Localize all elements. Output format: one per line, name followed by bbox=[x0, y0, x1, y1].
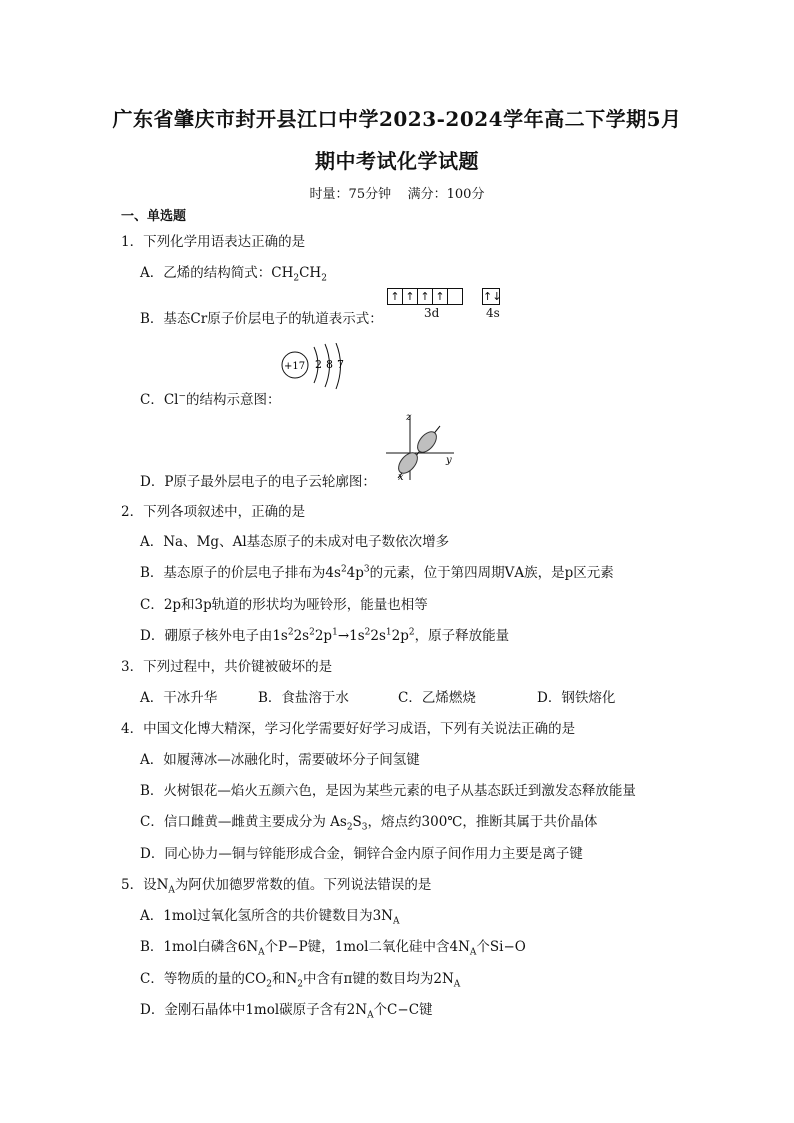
q3-option-b: B．食盐溶于水 bbox=[258, 690, 349, 706]
q5-stem-pre: 5．设N bbox=[121, 877, 169, 893]
q5-b-mid: 个P−P键，1mol二氧化硅中含4N bbox=[264, 939, 470, 955]
orbital-diagram-4s bbox=[483, 288, 500, 305]
section-label: 一、单选题 bbox=[121, 209, 187, 224]
cl-ion-structure-diagram bbox=[278, 343, 358, 391]
orbital-cell: ↑ bbox=[432, 288, 448, 305]
q1-c-suffix: 的结构示意图： bbox=[186, 392, 281, 408]
q5-c-pre: C．等物质的量的CO bbox=[140, 971, 267, 987]
q1-option-c: C．Cl−的结构示意图： bbox=[140, 391, 281, 408]
q5-b-post: 个Si−O bbox=[476, 939, 526, 955]
q1-c-text: C．Cl bbox=[140, 392, 179, 408]
axis-label-y: y bbox=[446, 455, 452, 466]
q2-b-pre: B．基态原子的价层电子排布为4s bbox=[140, 565, 341, 581]
orbital-cell: ↑↓ bbox=[483, 290, 502, 303]
q5-option-a: A．1mol过氧化氢所含的共价键数目为$3N_A$ bbox=[140, 908, 400, 927]
q3-stem: 3．下列过程中，共价键被破坏的是 bbox=[121, 659, 333, 675]
q2-option-c: C．2p和3p轨道的形状均为哑铃形，能量也相等 bbox=[140, 597, 428, 613]
q4-c-post: ，熔点约300℃，推断其属于共价晶体 bbox=[367, 814, 598, 830]
q1-option-a: A．乙烯的结构简式：$CH_2CH_2$ bbox=[140, 265, 327, 284]
axis-label-x: x bbox=[398, 472, 404, 483]
shell-electrons: 8 bbox=[326, 358, 333, 371]
nucleus-charge: +17 bbox=[284, 361, 306, 372]
q4-stem: 4．中国文化博大精深，学习化学需要好好学习成语，下列有关说法正确的是 bbox=[121, 721, 576, 737]
orbital-cell: ↑ bbox=[402, 288, 418, 305]
q2-stem: 2．下列各项叙述中，正确的是 bbox=[121, 504, 306, 520]
q2-option-a: A．Na、Mg、Al基态原子的未成对电子数依次增多 bbox=[140, 534, 450, 550]
axis-label-z: z bbox=[406, 412, 412, 423]
q5-d-pre: D．金刚石晶体中1mol碳原子含有2N bbox=[140, 1002, 368, 1018]
q2-d-post: ，原子释放能量 bbox=[414, 628, 510, 644]
p-orbital-diagram bbox=[380, 408, 460, 484]
q5-d-post: 个C−C键 bbox=[373, 1002, 433, 1018]
q1-option-d: D．P原子最外层电子的电子云轮廓图： bbox=[140, 474, 376, 490]
q5-a-pre: A．1mol过氧化氢所含的共价键数目为3N bbox=[140, 908, 393, 924]
exam-meta bbox=[0, 183, 794, 202]
q2-option-d: D．硼原子核外电子由$1s^22s^22p^1\to 1s^22s^12p^2$，原子释放能量 bbox=[140, 627, 510, 644]
q3-option-a: A．干冰升华 bbox=[140, 690, 218, 706]
orbital-cell: ↑ bbox=[387, 288, 403, 305]
orbital-cell: ↑ bbox=[417, 288, 433, 305]
q5-option-d: D．金刚石晶体中1mol碳原子含有$2N_A$个C−C键 bbox=[140, 1002, 433, 1021]
q3-option-c: C．乙烯燃烧 bbox=[398, 690, 476, 706]
q2-d-pre: D．硼原子核外电子由1s bbox=[140, 628, 288, 644]
label-3d: 3d bbox=[424, 306, 440, 320]
q1-a-text: A．乙烯的结构简式：CH bbox=[140, 265, 294, 281]
q5-option-b: B．1mol白磷含$6N_A$个P−P键，1mol二氧化硅中含$4N_A$个Si−O bbox=[140, 939, 526, 958]
q2-option-b: B．基态原子的价层电子排布为$4s^24p^3$的元素，位于第四周期ⅤA族，是p区元素 bbox=[140, 564, 614, 581]
q4-option-d: D．同心协力—铜与锌能形成合金，铜锌合金内原子间作用力主要是离子键 bbox=[140, 846, 583, 862]
orbital-cell bbox=[447, 288, 463, 305]
q5-b-pre: B．1mol白磷含6N bbox=[140, 939, 259, 955]
title-line-1: 广东省肇庆市封开县江口中学2023-2024学年高二下学期5月 bbox=[112, 107, 682, 131]
title-line-2: 期中考试化学试题 bbox=[315, 149, 479, 173]
q5-c-mid: 和N bbox=[271, 971, 298, 987]
q5-c-mid2: 中含有π键的数目均为2N bbox=[303, 971, 454, 987]
q5-stem-post: 为阿伏加德罗常数的值。下列说法错误的是 bbox=[174, 877, 432, 893]
q1-stem: 1．下列化学用语表达正确的是 bbox=[121, 234, 306, 250]
shell-electrons: 2 bbox=[315, 358, 322, 371]
full-score: 满分：100分 bbox=[407, 187, 485, 202]
q4-option-a: A．如履薄冰—冰融化时，需要破坏分子间氢键 bbox=[140, 752, 420, 768]
q1-option-b: B．基态Cr原子价层电子的轨道表示式： bbox=[140, 311, 383, 327]
q2-b-post: 的元素，位于第四周期ⅤA族，是p区元素 bbox=[369, 565, 614, 581]
q5-stem: 5．设$N_A$为阿伏加德罗常数的值。下列说法错误的是 bbox=[121, 877, 432, 896]
orbital-lobe-upper bbox=[414, 428, 440, 455]
q4-option-b: B．火树银花—焰火五颜六色，是因为某些元素的电子从基态跃迁到激发态释放能量 bbox=[140, 783, 636, 799]
shell-electrons: 7 bbox=[337, 358, 344, 371]
orbital-diagram-3d bbox=[388, 288, 463, 305]
label-4s: 4s bbox=[486, 306, 500, 320]
q4-c-pre: C．信口雌黄—雌黄主要成分为 As bbox=[140, 814, 347, 830]
q4-option-c: C．信口雌黄—雌黄主要成分为 $As_2S_3$，熔点约300℃，推断其属于共价晶体 bbox=[140, 814, 598, 833]
time-limit: 时量：75分钟 bbox=[309, 187, 392, 202]
q5-option-c: C．等物质的量的$CO_2$和$N_2$中含有π键的数目均为$2N_A$ bbox=[140, 971, 461, 990]
q3-option-d: D．钢铁熔化 bbox=[537, 690, 616, 706]
